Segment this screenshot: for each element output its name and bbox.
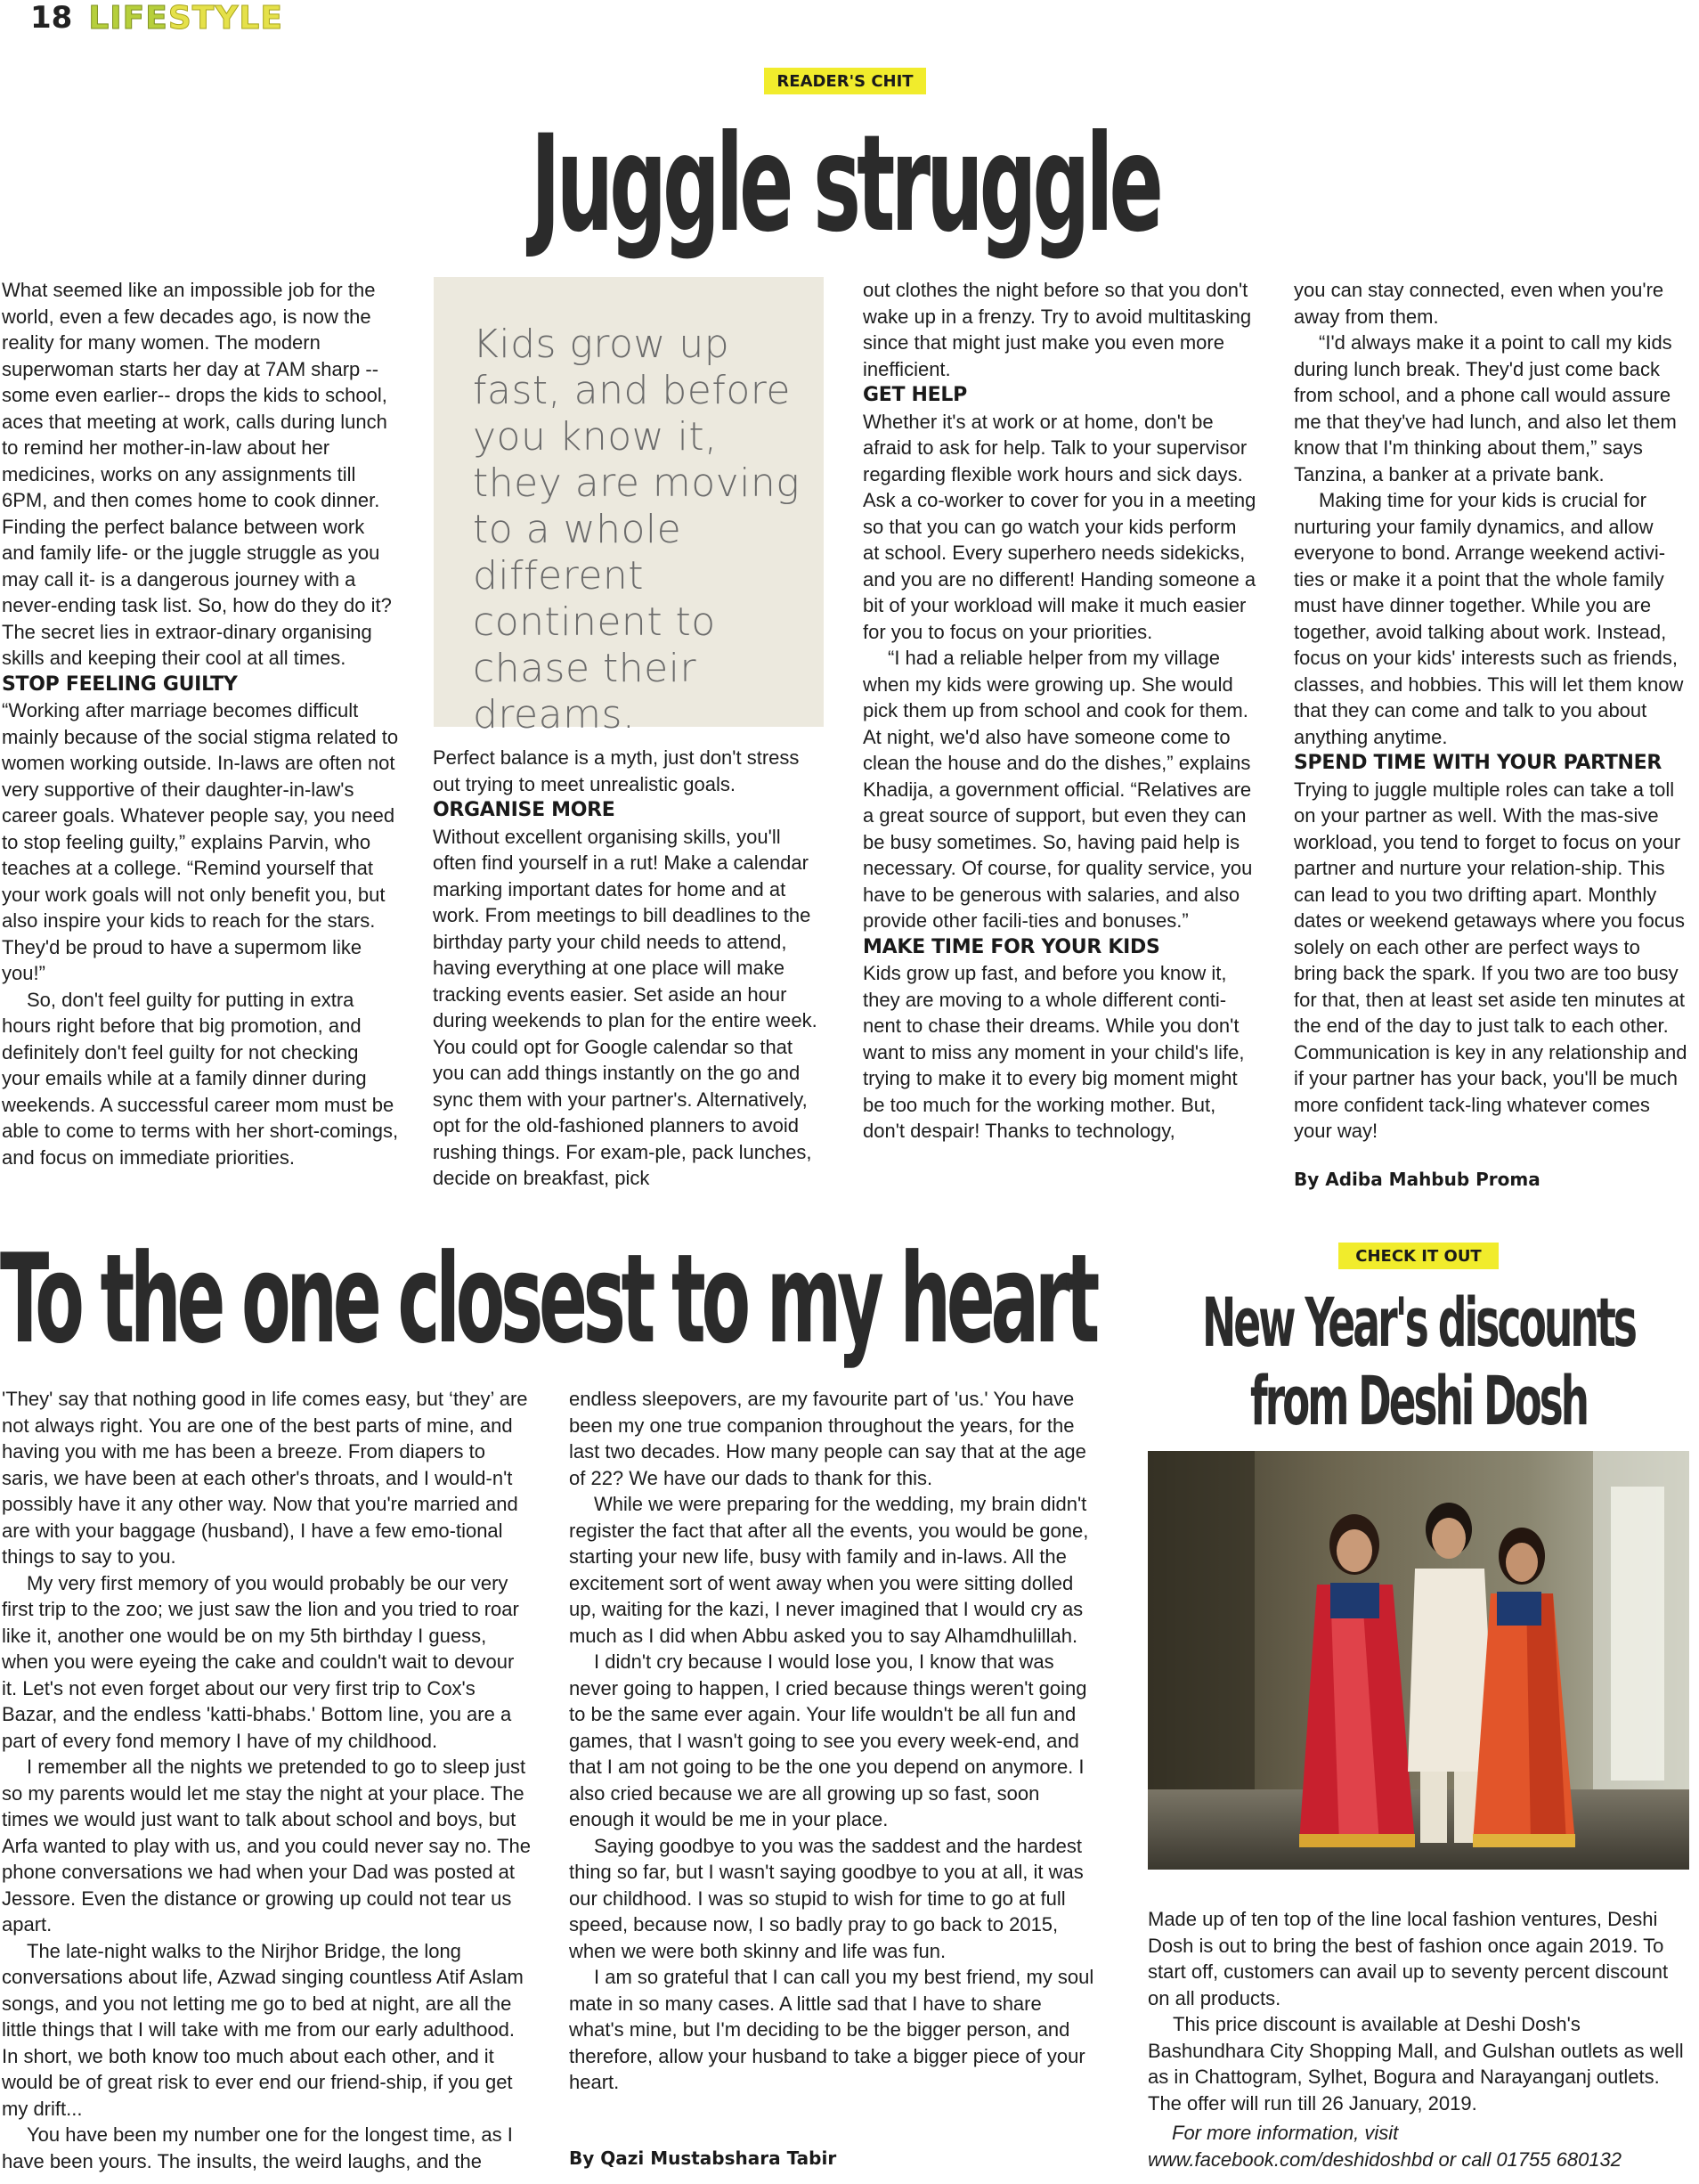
- article3-body: [1148, 1906, 1689, 2116]
- paragraph: Kids grow up fast, and before you know it, they are moving to a whole different conti-nent to chase their dreams. While you don't want to miss any moment in your child's life, trying to make it to every big moment might be too much for the working mother. But, don't despair! Thanks to technology,: [863, 962, 1245, 1142]
- article3-info-line1: For more information, visit: [1172, 2122, 1399, 2144]
- paragraph: This price discount is available at Deshi Dosh's Bashundhara City Shopping Mall, and Gulshan outlets as well as in Chattogram, Sylhet, Bogura and Narayanganj outlets. The offer will run till 26 January, 2019.: [1148, 2013, 1684, 2115]
- paragraph: So, don't feel guilty for putting in extra hours right before that big promotion, and definitely don't feel guilty for not checking your emails while at a family dinner during weekends. A successful career mom must be able to come to terms with her short-comings, and focus on immediate priorities.: [2, 988, 399, 1169]
- article2-column-1: [2, 1386, 534, 2174]
- fashion-models-image: [1148, 1451, 1689, 1870]
- fashion-photo: [1148, 1451, 1689, 1870]
- subheading: STOP FEELING GUILTY: [2, 672, 238, 696]
- paragraph: Trying to juggle multiple roles can take a toll on your partner as well. With the mas-sive workload, you tend to forget to focus on your partner and nurture your relation-ship. This can lead to you two drifting apart. Monthly dates or weekend getaways where you focus solely on each other are perfect ways to bring back the spark. If you two are too busy for that, then at least set aside ten minutes at the end of the day to just talk to each other. Communication is key in any relationship and if your partner has your back, you'll be much more confident tack-ling whatever comes your way!: [1294, 778, 1687, 1142]
- paragraph: “I'd always make it a point to call my kids during lunch break. They'd just come back from school, and a phone call would assure me that they've had lunch, and also let them know that I'm thinking about them,” says Tanzina, a banker at a private bank.: [1294, 331, 1677, 485]
- paragraph: out clothes the night before so that you don't wake up in a frenzy. Try to avoid multitasking since that might just make you even more inefficient.: [863, 279, 1252, 380]
- paragraph: I am so grateful that I can call you my best friend, my soul mate in so many cases. A little sad that I have to share what's mine, but I'm deciding to be the bigger person, and therefore, allow your husband to take a bigger piece of your heart.: [569, 1966, 1094, 2093]
- article1-headline: Juggle struggle: [531, 107, 1159, 262]
- paragraph: Without excellent organising skills, you'll often find yourself in a rut! Make a calendar marking important dates for home and at work. From meetings to bill deadlines to the birthday party your child needs to attend, having everything at one place will make tracking events easier. Set aside an hour during weekends to plan for the entire week. You could opt for Google calendar so that you can add things instantly on the go and sync them with your partner's. Alternatively, opt for the old-fashioned planners to avoid rushing things. For exam-ple, pack lunches, decide on breakfast, pick: [433, 825, 817, 1189]
- section-logo-part2: STYLE: [167, 0, 283, 37]
- article3-headline-line1: New Year's discounts: [1202, 1283, 1635, 1362]
- paragraph: My very first memory of you would probably be our very first trip to the zoo; we just saw the lion and you tried to roar like it, another one would be on my 5th birthday I guess, when you were eyeing the cake and couldn't wait to devour it. Let's not even forget about our very first trip to Cox's Bazar, and the endless 'katti-bhabs.' Bottom line, you are a part of every fond memory I have of my childhood.: [2, 1571, 519, 1752]
- article1-byline: By Adiba Mahbub Proma: [1294, 1169, 1540, 1190]
- paragraph: “Working after marriage becomes difficult mainly because of the social stigma related to women working outside. In-laws are often not very supportive of their daughter-in-law's career goals. Whatever people say, you need to stop feeling guilty,” explains Parvin, who teaches at a college. “Remind yourself that your work goals will not only benefit you, but also inspire your kids to reach for the stars. They'd be proud to have a supermom like you!”: [2, 699, 399, 984]
- paragraph: You have been my number one for the longest time, as I have been yours. The insults, the weird laughs, and the: [2, 2123, 513, 2172]
- paragraph: Made up of ten top of the line local fashion ventures, Deshi Dosh is out to bring the best of fashion once again 2019. To start off, customers can avail up to seventy percent discount on all products.: [1148, 1908, 1669, 2009]
- paragraph: I didn't cry because I would lose you, I know that was never going to happen, I cried because things weren't going to be the same ever again. Your life wouldn't be all fun and games, that I wasn't going to see you every week-end, and that I am not going to be the one you depend on anymore. I also cried because we are all growing up so fast, soon enough it would be me in your place.: [569, 1650, 1087, 1830]
- page-header: [30, 0, 283, 36]
- paragraph: Saying goodbye to you was the saddest and the hardest thing so far, but I wasn't saying goodbye to you at all, it was our childhood. I was so stupid to wish for time to go at full speed, because now, I so badly pray to go back to 2015, when we were both skinny and life was fun.: [569, 1834, 1084, 1962]
- section-logo-part1: LIFE: [88, 0, 168, 37]
- article1-kicker: READER'S CHIT: [764, 68, 926, 94]
- subheading: ORGANISE MORE: [433, 799, 615, 821]
- article3-info-line2: www.facebook.com/deshidoshbd or call 01755 680132: [1148, 2148, 1622, 2171]
- page-number: 18: [30, 0, 73, 36]
- article3-kicker: CHECK IT OUT: [1338, 1243, 1499, 1269]
- paragraph: 'They' say that nothing good in life comes easy, but ‘they’ are not always right. You are one of the best parts of mine, and having you with me has been a breeze. From diapers to saris, we have been at each other's throats, and I would-n't possibly have it any other way. Now that you're married and are with your baggage (husband), I have a few emo-tional things to say to you.: [2, 1388, 528, 1568]
- paragraph: endless sleepovers, are my favourite part of 'us.' You have been my one true companion throughout the years, for the last two decades. How many people can say that at the age of 22? We have our dads to thank for this.: [569, 1388, 1086, 1489]
- subheading: GET HELP: [863, 384, 967, 406]
- paragraph: The late-night walks to the Nirjhor Bridge, the long conversations about life, Azwad singing countless Atif Aslam songs, and you not letting me go to bed at night, are all the little things that I will take with me from our early adulthood. In short, we both know too much about each other, and it would be of great risk to ever end our friend-ship, if you get my drift...: [2, 1939, 524, 2120]
- pullquote-box: [434, 277, 824, 738]
- article1-column-3: [863, 277, 1257, 1145]
- article2-byline: By Qazi Mustabshara Tabir: [569, 2147, 837, 2169]
- paragraph: Making time for your kids is crucial for nurturing your family dynamics, and allow everyone to bond. Arrange weekend activi-ties or make it a point that the whole family must have dinner together. While you are together, avoid talking about work. Instead, focus on your kids' interests such as friends, classes, and hobbies. This will let them know that they can come and talk to you about anything anytime.: [1294, 489, 1684, 748]
- paragraph: you can stay connected, even when you're away from them.: [1294, 279, 1664, 328]
- section-logo: [88, 0, 283, 37]
- paragraph: Whether it's at work or at home, don't be afraid to ask for help. Talk to your supervisor regarding flexible work hours and sick days. Ask a co-worker to cover for you in a meeting so that you can go watch your kids perform at school. Every superhero needs sidekicks, and you are no different! Handing someone a bit of your workload will make it much easier for you to focus on your priorities.: [863, 410, 1256, 643]
- subheading: SPEND TIME WITH YOUR PARTNER: [1294, 752, 1662, 774]
- pullquote-text: Kids grow up fast, and before you know it, they are moving to a whole different continent to chase their dreams.: [473, 322, 801, 738]
- article1-column-4: [1294, 277, 1687, 1145]
- article1-column-1: [2, 277, 399, 1170]
- paragraph: I remember all the nights we pretended to go to sleep just so my parents would let me stay the night at your place. The times we would just want to talk about school and boys, but Arfa wanted to play with us, and you could never say no. The phone conversations we had when your Dad was posted at Jessore. Even the distance or growing up could not tear us apart.: [2, 1756, 531, 1935]
- paragraph: “I had a reliable helper from my village when my kids were growing up. She would pick them up from school and cook for them. At night, we'd also have someone come to clean the house and do the dishes,” explains Khadija, a government official. “Relatives are a great source of support, but even they can be busy sometimes. So, having paid help is necessary. Of course, for quality service, you have to be generous with salaries, and also provide other facili-ties and bonuses.”: [863, 647, 1253, 932]
- paragraph: Perfect balance is a myth, just don't stress out trying to meet unrealistic goals.: [433, 746, 800, 795]
- article2-column-2: [569, 1386, 1102, 2096]
- paragraph: While we were preparing for the wedding, my brain didn't register the fact that after all the events, you would be gone, starting your new life, busy with family and in-laws. All the excitement sort of went away when you were sitting dolled up, waiting for the kazi, I never imagined that I would cry as much as I did when Abbu asked you to say Alhamdhulillah.: [569, 1493, 1089, 1647]
- article3-headline-line2: from Deshi Dosh: [1250, 1361, 1587, 1440]
- paragraph: What seemed like an impossible job for the world, even a few decades ago, is now the reality for many women. The modern superwoman starts her day at 7AM sharp -- some even earlier-- drops the kids to school, aces that meeting at work, calls during lunch to remind her mother-in-law about her medicines, works on any assignments till 6PM, and then comes home to cook dinner. Finding the perfect balance between work and family life- or the juggle struggle as you may call it- is a dangerous journey with a never-ending task list. So, how do they do it? The secret lies in extraor-dinary organising skills and keeping their cool at all times.: [2, 279, 392, 669]
- article1-column-2: [433, 745, 829, 1192]
- subheading: MAKE TIME FOR YOUR KIDS: [863, 935, 1160, 958]
- article2-headline: To the one closest to my heart: [0, 1227, 1095, 1371]
